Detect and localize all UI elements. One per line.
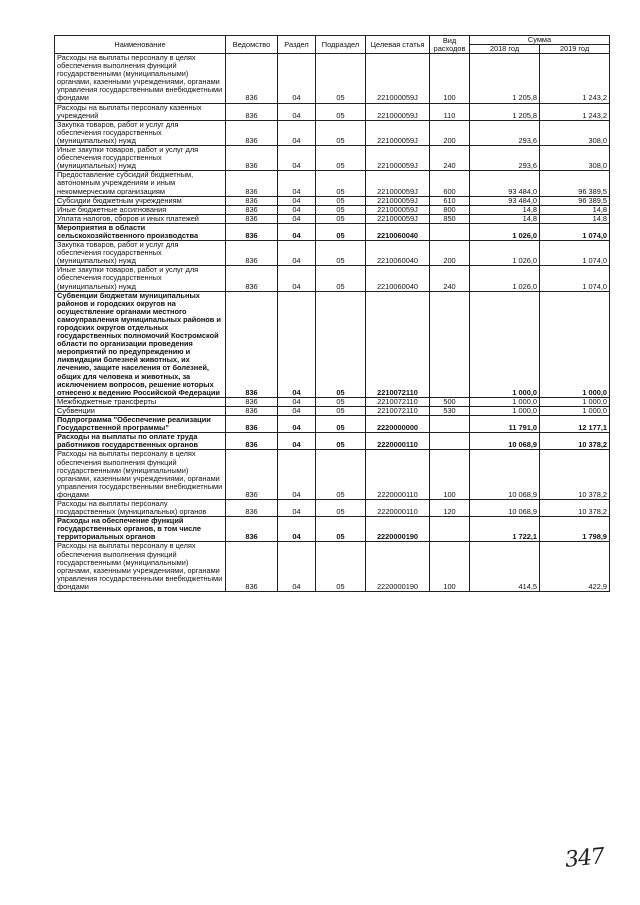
row-sum-2018: 1 722,1 bbox=[470, 517, 540, 542]
row-celevaya-statya: 2220000190 bbox=[366, 517, 430, 542]
row-sum-2018: 1 205,8 bbox=[470, 103, 540, 120]
row-podrazdel: 05 bbox=[316, 517, 366, 542]
row-sum-2018: 1 205,8 bbox=[470, 54, 540, 104]
row-sum-2019: 1 074,0 bbox=[540, 266, 610, 291]
row-vedomstvo: 836 bbox=[226, 241, 278, 266]
table-row bbox=[55, 205, 610, 214]
row-razdel: 04 bbox=[278, 223, 316, 240]
row-name: Субвенции bbox=[55, 406, 226, 415]
row-vid-raskhodov bbox=[430, 517, 470, 542]
row-name: Иные закупки товаров, работ и услуг для обеспечения государственных (муниципальных) нужд bbox=[55, 146, 226, 171]
table-row bbox=[55, 120, 610, 145]
row-vedomstvo: 836 bbox=[226, 171, 278, 196]
row-podrazdel: 05 bbox=[316, 103, 366, 120]
row-razdel: 04 bbox=[278, 542, 316, 592]
row-podrazdel: 05 bbox=[316, 266, 366, 291]
table-row bbox=[55, 103, 610, 120]
row-razdel: 04 bbox=[278, 450, 316, 500]
row-sum-2018: 93 484,0 bbox=[470, 196, 540, 205]
row-name: Закупка товаров, работ и услуг для обеспечения государственных (муниципальных) нужд bbox=[55, 120, 226, 145]
row-name: Предоставление субсидий бюджетным, автономным учреждениям и иным некоммерческим организациям bbox=[55, 171, 226, 196]
row-celevaya-statya: 2210060040 bbox=[366, 241, 430, 266]
row-sum-2019: 10 378,2 bbox=[540, 499, 610, 516]
row-vid-raskhodov bbox=[430, 416, 470, 433]
row-podrazdel: 05 bbox=[316, 196, 366, 205]
row-sum-2019: 308,0 bbox=[540, 120, 610, 145]
row-celevaya-statya: 2210072110 bbox=[366, 291, 430, 397]
row-vedomstvo: 836 bbox=[226, 205, 278, 214]
table-row bbox=[55, 54, 610, 104]
table-row bbox=[55, 241, 610, 266]
row-name: Уплата налогов, сборов и иных платежей bbox=[55, 214, 226, 223]
row-sum-2018: 293,6 bbox=[470, 146, 540, 171]
table-row bbox=[55, 196, 610, 205]
table-row bbox=[55, 171, 610, 196]
row-vid-raskhodov: 530 bbox=[430, 406, 470, 415]
row-celevaya-statya: 2210072110 bbox=[366, 397, 430, 406]
row-razdel: 04 bbox=[278, 103, 316, 120]
row-podrazdel: 05 bbox=[316, 450, 366, 500]
row-sum-2018: 293,6 bbox=[470, 120, 540, 145]
row-vid-raskhodov bbox=[430, 223, 470, 240]
row-sum-2019: 10 378,2 bbox=[540, 433, 610, 450]
table-row bbox=[55, 214, 610, 223]
row-celevaya-statya: 221000059J bbox=[366, 103, 430, 120]
budget-table bbox=[54, 35, 610, 592]
header-vid-raskhodov: Вид расходов bbox=[430, 36, 470, 54]
row-vedomstvo: 836 bbox=[226, 103, 278, 120]
row-sum-2018: 1 026,0 bbox=[470, 223, 540, 240]
row-celevaya-statya: 221000059J bbox=[366, 171, 430, 196]
row-celevaya-statya: 221000059J bbox=[366, 196, 430, 205]
row-sum-2019: 14,8 bbox=[540, 205, 610, 214]
row-razdel: 04 bbox=[278, 54, 316, 104]
row-name: Иные закупки товаров, работ и услуг для обеспечения государственных (муниципальных) нужд bbox=[55, 266, 226, 291]
row-vedomstvo: 836 bbox=[226, 517, 278, 542]
row-sum-2018: 414,5 bbox=[470, 542, 540, 592]
table-row bbox=[55, 291, 610, 397]
row-celevaya-statya: 2220000110 bbox=[366, 499, 430, 516]
table-row bbox=[55, 542, 610, 592]
row-celevaya-statya: 221000059J bbox=[366, 146, 430, 171]
row-celevaya-statya: 2210072110 bbox=[366, 406, 430, 415]
row-sum-2019: 1 000,0 bbox=[540, 397, 610, 406]
row-vid-raskhodov: 500 bbox=[430, 397, 470, 406]
row-sum-2019: 308,0 bbox=[540, 146, 610, 171]
table-row bbox=[55, 416, 610, 433]
table-row bbox=[55, 450, 610, 500]
row-sum-2019: 96 389,5 bbox=[540, 196, 610, 205]
row-razdel: 04 bbox=[278, 291, 316, 397]
row-razdel: 04 bbox=[278, 406, 316, 415]
row-vedomstvo: 836 bbox=[226, 120, 278, 145]
row-celevaya-statya: 221000059J bbox=[366, 120, 430, 145]
row-name: Расходы на обеспечение функций государственных органов, в том числе территориальных органов bbox=[55, 517, 226, 542]
row-name: Мероприятия в области сельскохозяйственного производства bbox=[55, 223, 226, 240]
row-podrazdel: 05 bbox=[316, 499, 366, 516]
row-vedomstvo: 836 bbox=[226, 146, 278, 171]
row-podrazdel: 05 bbox=[316, 205, 366, 214]
table-row bbox=[55, 406, 610, 415]
row-name: Межбюджетные трансферты bbox=[55, 397, 226, 406]
row-vedomstvo: 836 bbox=[226, 542, 278, 592]
row-podrazdel: 05 bbox=[316, 223, 366, 240]
row-sum-2019: 1 243,2 bbox=[540, 54, 610, 104]
table-row bbox=[55, 517, 610, 542]
page-number: 347 bbox=[563, 844, 606, 873]
row-razdel: 04 bbox=[278, 171, 316, 196]
row-vid-raskhodov bbox=[430, 291, 470, 397]
row-name: Расходы на выплаты персоналу в целях обеспечения выполнения функций государственными (муниципальными) органами, казенными учреждениями, органами управления государственными внебюджетными фондами bbox=[55, 450, 226, 500]
row-sum-2018: 1 000,0 bbox=[470, 291, 540, 397]
row-name: Закупка товаров, работ и услуг для обеспечения государственных (муниципальных) нужд bbox=[55, 241, 226, 266]
row-vedomstvo: 836 bbox=[226, 433, 278, 450]
row-celevaya-statya: 2220000110 bbox=[366, 450, 430, 500]
table-row bbox=[55, 266, 610, 291]
row-razdel: 04 bbox=[278, 205, 316, 214]
row-vid-raskhodov: 200 bbox=[430, 241, 470, 266]
row-name: Субсидии бюджетным учреждениям bbox=[55, 196, 226, 205]
table-row bbox=[55, 433, 610, 450]
row-vedomstvo: 836 bbox=[226, 450, 278, 500]
row-podrazdel: 05 bbox=[316, 214, 366, 223]
row-razdel: 04 bbox=[278, 146, 316, 171]
header-razdel: Раздел bbox=[278, 36, 316, 54]
row-podrazdel: 05 bbox=[316, 397, 366, 406]
row-vedomstvo: 836 bbox=[226, 214, 278, 223]
row-celevaya-statya: 2210060040 bbox=[366, 223, 430, 240]
row-podrazdel: 05 bbox=[316, 433, 366, 450]
row-razdel: 04 bbox=[278, 499, 316, 516]
header-2018: 2018 год bbox=[470, 45, 540, 54]
row-sum-2018: 1 000,0 bbox=[470, 397, 540, 406]
row-podrazdel: 05 bbox=[316, 406, 366, 415]
row-vedomstvo: 836 bbox=[226, 54, 278, 104]
row-sum-2018: 1 000,0 bbox=[470, 406, 540, 415]
row-podrazdel: 05 bbox=[316, 120, 366, 145]
row-vid-raskhodov: 110 bbox=[430, 103, 470, 120]
row-vedomstvo: 836 bbox=[226, 223, 278, 240]
header-2019: 2019 год bbox=[540, 45, 610, 54]
row-vid-raskhodov: 200 bbox=[430, 120, 470, 145]
row-vid-raskhodov: 100 bbox=[430, 54, 470, 104]
table-row bbox=[55, 146, 610, 171]
row-name: Расходы на выплаты персоналу казенных учреждений bbox=[55, 103, 226, 120]
row-sum-2018: 1 026,0 bbox=[470, 241, 540, 266]
row-vid-raskhodov: 100 bbox=[430, 450, 470, 500]
row-sum-2019: 1 074,0 bbox=[540, 241, 610, 266]
row-podrazdel: 05 bbox=[316, 241, 366, 266]
row-vedomstvo: 836 bbox=[226, 499, 278, 516]
row-vid-raskhodov: 800 bbox=[430, 205, 470, 214]
row-sum-2018: 10 068,9 bbox=[470, 433, 540, 450]
row-sum-2019: 1 000,0 bbox=[540, 406, 610, 415]
row-vedomstvo: 836 bbox=[226, 266, 278, 291]
row-vedomstvo: 836 bbox=[226, 416, 278, 433]
row-name: Иные бюджетные ассигнования bbox=[55, 205, 226, 214]
row-celevaya-statya: 221000059J bbox=[366, 214, 430, 223]
row-podrazdel: 05 bbox=[316, 54, 366, 104]
row-razdel: 04 bbox=[278, 241, 316, 266]
row-celevaya-statya: 2220000110 bbox=[366, 433, 430, 450]
row-sum-2018: 10 068,9 bbox=[470, 450, 540, 500]
row-sum-2019: 14,8 bbox=[540, 214, 610, 223]
row-sum-2018: 1 026,0 bbox=[470, 266, 540, 291]
row-name: Расходы на выплаты по оплате труда работников государственных органов bbox=[55, 433, 226, 450]
row-vid-raskhodov: 600 bbox=[430, 171, 470, 196]
row-razdel: 04 bbox=[278, 433, 316, 450]
row-razdel: 04 bbox=[278, 120, 316, 145]
header-podrazdel: Подраздел bbox=[316, 36, 366, 54]
table-row bbox=[55, 223, 610, 240]
row-razdel: 04 bbox=[278, 214, 316, 223]
row-razdel: 04 bbox=[278, 517, 316, 542]
header-summa: Сумма bbox=[470, 36, 610, 45]
row-vedomstvo: 836 bbox=[226, 291, 278, 397]
row-celevaya-statya: 221000059J bbox=[366, 205, 430, 214]
row-sum-2018: 14,8 bbox=[470, 205, 540, 214]
row-vid-raskhodov: 120 bbox=[430, 499, 470, 516]
row-celevaya-statya: 221000059J bbox=[366, 54, 430, 104]
row-vid-raskhodov: 240 bbox=[430, 146, 470, 171]
row-sum-2019: 10 378,2 bbox=[540, 450, 610, 500]
row-sum-2019: 12 177,1 bbox=[540, 416, 610, 433]
row-vid-raskhodov: 100 bbox=[430, 542, 470, 592]
row-vedomstvo: 836 bbox=[226, 397, 278, 406]
row-vid-raskhodov: 240 bbox=[430, 266, 470, 291]
row-name: Расходы на выплаты персоналу в целях обеспечения выполнения функций государственными (муниципальными) органами, казенными учреждениями, органами управления государственными внебюджетными фондами bbox=[55, 542, 226, 592]
row-podrazdel: 05 bbox=[316, 291, 366, 397]
row-razdel: 04 bbox=[278, 397, 316, 406]
row-sum-2019: 1 243,2 bbox=[540, 103, 610, 120]
table-row bbox=[55, 499, 610, 516]
row-name: Подпрограмма "Обеспечение реализации Государственной программы" bbox=[55, 416, 226, 433]
row-vid-raskhodov: 850 bbox=[430, 214, 470, 223]
row-sum-2019: 96 389,5 bbox=[540, 171, 610, 196]
row-sum-2018: 11 791,0 bbox=[470, 416, 540, 433]
row-celevaya-statya: 2220000000 bbox=[366, 416, 430, 433]
row-podrazdel: 05 bbox=[316, 146, 366, 171]
row-razdel: 04 bbox=[278, 416, 316, 433]
row-sum-2019: 1 074,0 bbox=[540, 223, 610, 240]
row-razdel: 04 bbox=[278, 196, 316, 205]
row-vid-raskhodov: 610 bbox=[430, 196, 470, 205]
row-sum-2019: 1 798,9 bbox=[540, 517, 610, 542]
row-sum-2018: 93 484,0 bbox=[470, 171, 540, 196]
row-podrazdel: 05 bbox=[316, 542, 366, 592]
header-vedomstvo: Ведомство bbox=[226, 36, 278, 54]
row-name: Субвенции бюджетам муниципальных районов и городских округов на осуществление органами местного самоуправления муниципальных районов и городских округов отдельных государственных полномочий Костромской области по организации проведения мероприятий по предупреждению и ликвидации болезней животных, их лечению, защите населения от болезней, общих для человека и животных, за исключением вопросов, решение которых отнесено к ведению Российской Федерации bbox=[55, 291, 226, 397]
row-celevaya-statya: 2220000190 bbox=[366, 542, 430, 592]
header-celevaya-statya: Целевая статья bbox=[366, 36, 430, 54]
row-vid-raskhodov bbox=[430, 433, 470, 450]
row-razdel: 04 bbox=[278, 266, 316, 291]
table-row bbox=[55, 397, 610, 406]
row-sum-2018: 14,8 bbox=[470, 214, 540, 223]
row-sum-2018: 10 068,9 bbox=[470, 499, 540, 516]
row-podrazdel: 05 bbox=[316, 416, 366, 433]
row-podrazdel: 05 bbox=[316, 171, 366, 196]
row-vedomstvo: 836 bbox=[226, 196, 278, 205]
row-celevaya-statya: 2210060040 bbox=[366, 266, 430, 291]
header-name: Наименование bbox=[55, 36, 226, 54]
row-sum-2019: 422,9 bbox=[540, 542, 610, 592]
row-vedomstvo: 836 bbox=[226, 406, 278, 415]
row-name: Расходы на выплаты персоналу в целях обеспечения выполнения функций государственными (муниципальными) органами, казенными учреждениями, органами управления государственными внебюджетными фондами bbox=[55, 54, 226, 104]
row-sum-2019: 1 000,0 bbox=[540, 291, 610, 397]
row-name: Расходы на выплаты персоналу государственных (муниципальных) органов bbox=[55, 499, 226, 516]
